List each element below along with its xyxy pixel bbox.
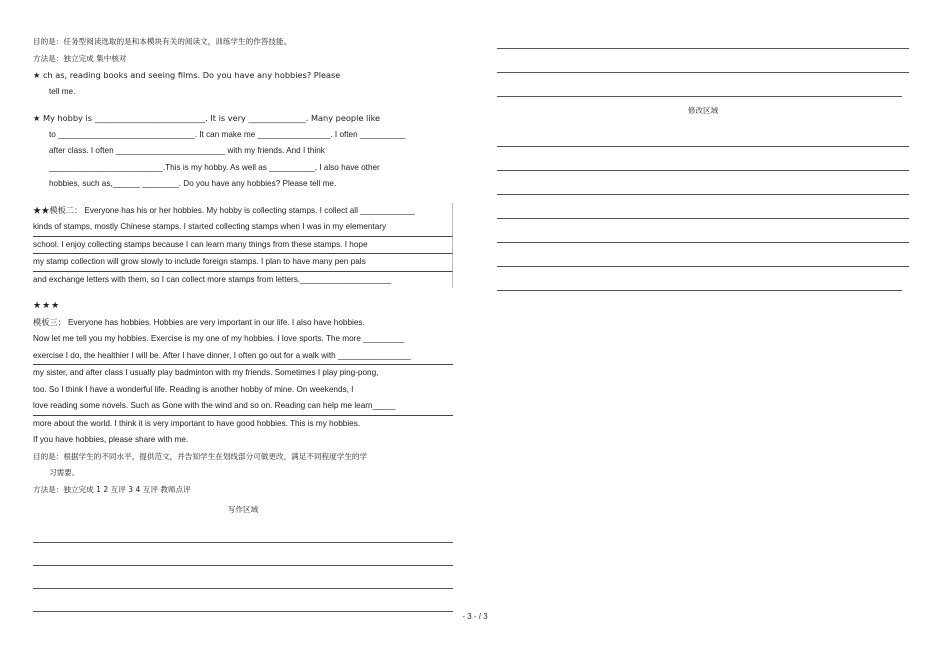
text-line: kinds of stamps, mostly Chinese stamps. I started collecting stamps when I was in my elementary	[33, 219, 453, 237]
left-column	[33, 34, 453, 612]
text-line: more about the world. I think it is very important to have good hobbies. This is my hobbies.	[33, 418, 361, 428]
spacer	[33, 193, 453, 203]
text-line: ★★★	[33, 301, 61, 311]
writing-area[interactable]	[33, 520, 453, 612]
text-line: 目的是：任务型阅读选取的是和本模块有关的阅读文，训练学生的作答技能。	[33, 37, 292, 46]
text-line: 模板三： Everyone has hobbies. Hobbies are very important in our life. I also have hobbies.	[33, 317, 365, 327]
text-line: _________________________.This is my hobby. As well as __________, I also have other	[49, 162, 380, 172]
writing-line[interactable]	[33, 520, 453, 543]
text-line: my stamp collection will grow slowly to include foreign stamps. I plan to have many pen pals	[33, 254, 453, 272]
revise-line[interactable]	[497, 171, 909, 195]
revise-line[interactable]	[497, 73, 902, 97]
revise-line[interactable]	[497, 38, 909, 49]
text-line: Now let me tell you my hobbies. Exercise is my one of my hobbies. I love sports. The more _________	[33, 334, 405, 343]
text-line: hobbies, such as,______ ________. Do you have any hobbies? Please tell me.	[49, 179, 337, 188]
text-line: ★ ch as, reading books and seeing films. Do you have any hobbies? Please	[33, 70, 341, 80]
text-line: after class. I often ________________________ with my friends. And I think	[49, 146, 325, 155]
text-line: 目的是：根据学生的不同水平，提供范文，并告知学生在划线部分可做更改，满足不同程度学生的学	[33, 451, 368, 461]
text-line: ★★模板二： Everyone has his or her hobbies. My hobby is collecting stamps. I collect all ____________	[33, 203, 453, 220]
text-line: 方法是：独立完成 集中核对	[33, 53, 127, 63]
text-line: 方法是：独立完成 1 2 互评 3 4 互评 教师点评	[33, 484, 191, 494]
revise-line[interactable]	[497, 267, 902, 291]
revise-line[interactable]	[497, 123, 909, 147]
writing-area-label: 写作区域	[227, 505, 259, 514]
page-number: - 3 - / 3	[462, 612, 488, 621]
text-line: 习需要。	[49, 468, 80, 477]
left-text-block	[33, 34, 453, 498]
spacer	[33, 100, 453, 110]
revise-line[interactable]	[497, 147, 909, 171]
spacer	[33, 288, 453, 298]
revise-line[interactable]	[497, 49, 909, 73]
revise-line[interactable]	[497, 243, 909, 267]
text-line: too. So I think I have a wonderful life. Reading is another hobby of mine. On weekends, I	[33, 384, 354, 394]
right-column	[497, 38, 909, 291]
text-line: to ______________________________. It can make me ________________. I often __________	[49, 129, 406, 139]
text-line: If you have hobbies, please share with me.	[33, 435, 189, 444]
text-line: exercise I do, the healthier I will be. After I have dinner, I often go out for a walk with ________________	[33, 348, 453, 366]
text-line: my sister, and after class I usually play badminton with my friends. Sometimes I play ping-pong,	[33, 368, 379, 377]
writing-line[interactable]	[33, 543, 453, 566]
text-line: and exchange letters with them, so I can collect more stamps from letters.____________________	[33, 272, 453, 289]
text-line: love reading some novels. Such as Gone with the wind and so on. Reading can help me learn_____	[33, 398, 453, 416]
revise-line[interactable]	[497, 219, 909, 243]
writing-line[interactable]	[33, 566, 453, 589]
writing-line[interactable]	[33, 589, 453, 612]
revise-area-label: 修改区域	[687, 106, 719, 115]
revise-line[interactable]	[497, 195, 909, 219]
text-line: tell me.	[49, 86, 76, 96]
text-line: school. I enjoy collecting stamps because I can learn many things from these stamps. I hope	[33, 237, 453, 255]
text-line: ★ My hobby is ___________________________. It is very ______________. Many people like	[33, 113, 381, 123]
